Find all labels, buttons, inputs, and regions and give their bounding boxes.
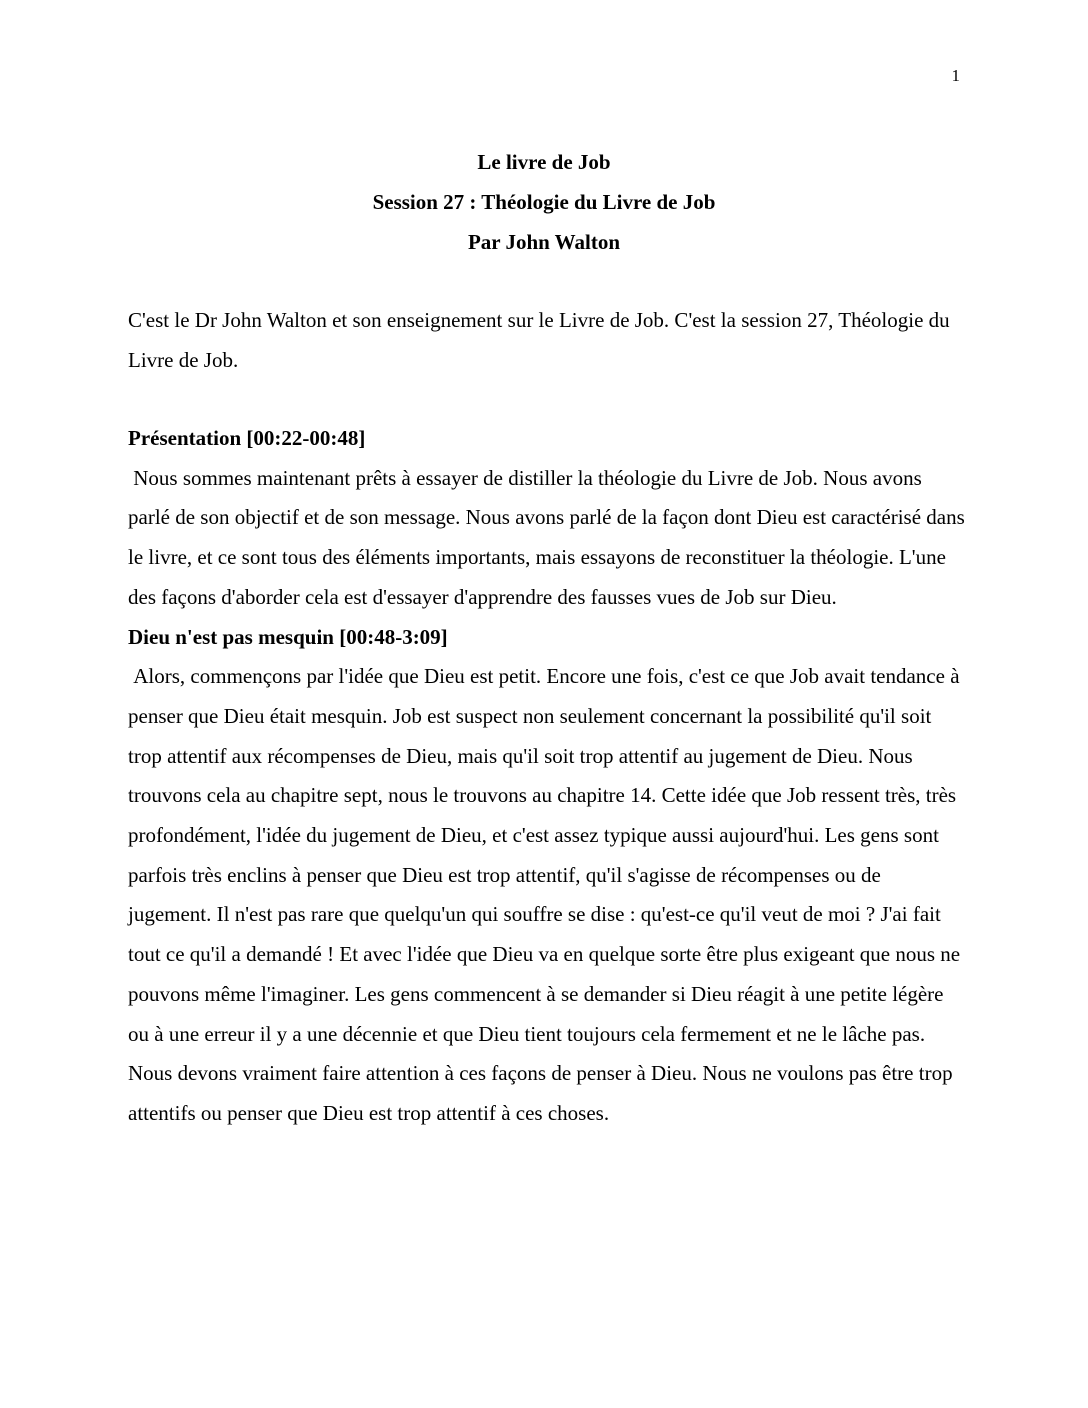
body-content <box>128 419 966 1134</box>
document-title <box>0 142 1088 262</box>
title-line-3: Par John Walton <box>467 230 621 254</box>
title-line-2: Session 27 : Théologie du Livre de Job <box>372 190 716 214</box>
section-heading-presentation: Présentation [00:22-00:48] <box>128 426 366 450</box>
page-number: 1 <box>951 66 960 85</box>
section-text-dieu-mesquin: Alors, commençons par l'idée que Dieu est petit. Encore une fois, c'est ce que Job avait tendance à penser que Dieu était mesquin. Job est suspect non seulement concernant la possibilité qu'il soit trop attentif aux récompenses de Dieu, mais qu'il soit trop attentif au jugement de Dieu. Nous trouvons cela au chapitre sept, nous le trouvons au chapitre 14. Cette idée que Job ressent très, très profondément, l'idée du jugement de Dieu, et c'est assez typique aussi aujourd'hui. Les gens sont parfois très enclins à penser que Dieu est trop attentif, qu'il s'agisse de récompenses ou de jugement. Il n'est pas rare que quelqu'un qui souffre se dise : qu'est-ce qu'il veut de moi ? J'ai fait tout ce qu'il a demandé ! Et avec l'idée que Dieu va en quelque sorte être plus exigeant que nous ne pouvons même l'imaginer. Les gens commencent à se demander si Dieu réagit à une petite légère ou à une erreur il y a une décennie et que Dieu tient toujours cela fermement et ne le lâche pas. Nous devons vraiment faire attention à ces façons de penser à Dieu. Nous ne voulons pas être trop attentifs ou penser que Dieu est trop attentif à ces choses. <box>128 664 961 1125</box>
intro-paragraph: C'est le Dr John Walton et son enseignement sur le Livre de Job. C'est la session 27, Théologie du Livre de Job. <box>128 308 950 372</box>
section-heading-dieu-mesquin: Dieu n'est pas mesquin [00:48-3:09] <box>128 624 448 649</box>
title-line-1: Le livre de Job <box>477 150 611 174</box>
section-paragraph-dieu-mesquin <box>128 657 966 1133</box>
section-text-presentation: Nous sommes maintenant prêts à essayer de distiller la théologie du Livre de Job. Nous avons parlé de son objectif et de son message. Nous avons parlé de la façon dont Dieu est caractérisé dans le livre, et ce sont tous des éléments importants, mais essayons de reconstituer la théologie. L'une des façons d'aborder cela est d'essayer d'apprendre des fausses vues de Job sur Dieu. <box>128 465 965 609</box>
section-paragraph-presentation <box>128 459 966 618</box>
